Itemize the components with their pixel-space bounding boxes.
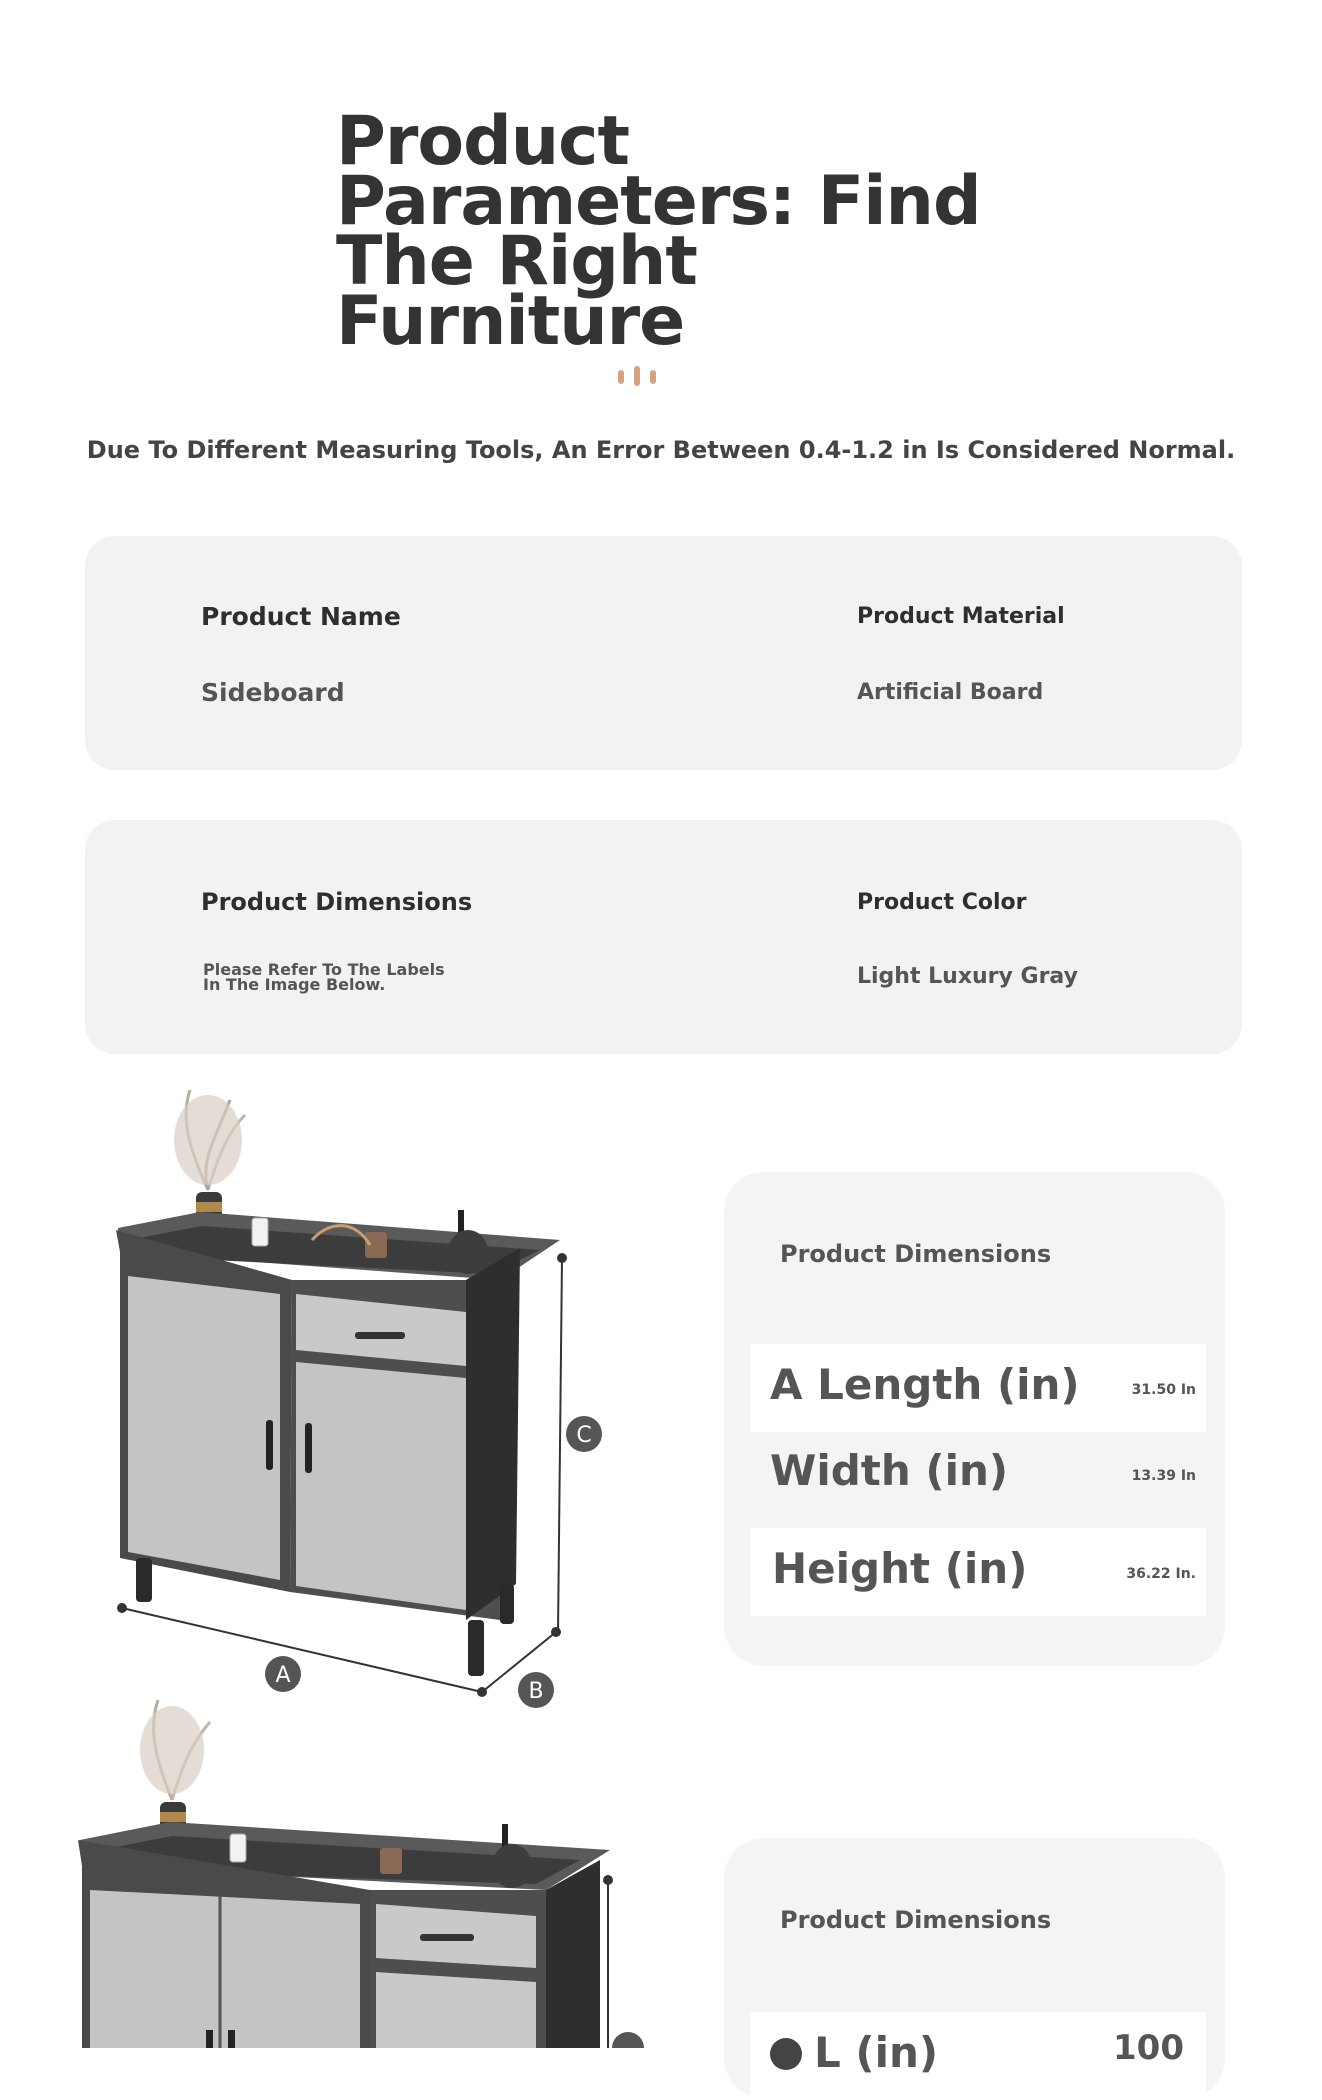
product-material-value: Artificial Board (857, 680, 1044, 705)
dimension-row-2-length (750, 2012, 1206, 2100)
product-name-value: Sideboard (201, 678, 345, 707)
svg-text:A: A (275, 1663, 291, 1688)
dimensions-card-2-title: Product Dimensions (780, 1906, 1052, 1934)
row2-label: L (in) (814, 2028, 939, 2077)
measurement-note: Due To Different Measuring Tools, An Error Between 0.4-1.2 in Is Considered Normal. (86, 436, 1236, 464)
product-color-label: Product Color (857, 890, 1027, 915)
dimension-row-width (750, 1430, 1206, 1518)
svg-text:C: C (576, 1423, 592, 1448)
width-value: 13.39 In (1131, 1468, 1196, 1484)
dimensions-card-title: Product Dimensions (780, 1240, 1052, 1268)
height-label: Height (in) (772, 1544, 1028, 1593)
width-label: Width (in) (770, 1446, 1009, 1495)
product-color-value: Light Luxury Gray (857, 964, 1078, 989)
product-name-label: Product Name (201, 602, 401, 631)
sideboard-image-2 (60, 1690, 660, 2048)
marker-icon (770, 2038, 802, 2070)
product-material-label: Product Material (857, 604, 1065, 629)
decorative-dots (614, 366, 662, 388)
length-value: 31.50 In (1131, 1382, 1196, 1398)
product-dimensions-value: Please Refer To The Labels In The Image Below. (203, 960, 445, 994)
marker-a (265, 1656, 301, 1692)
length-label: A Length (in) (770, 1360, 1080, 1409)
info-card-dimensions-color (85, 820, 1242, 1054)
height-value: 36.22 In. (1126, 1566, 1196, 1582)
sideboard-dimension-image (80, 1080, 640, 1720)
dimension-row-length (750, 1344, 1206, 1432)
row2-value: 100 (1113, 2028, 1184, 2068)
info-card-name-material (85, 536, 1242, 770)
dimension-row-height (750, 1528, 1206, 1616)
marker-c (566, 1416, 602, 1452)
svg-text:B: B (528, 1679, 544, 1704)
product-dimensions-label: Product Dimensions (201, 888, 473, 916)
page-title: Product Parameters: Find The Right Furniture (336, 102, 981, 361)
